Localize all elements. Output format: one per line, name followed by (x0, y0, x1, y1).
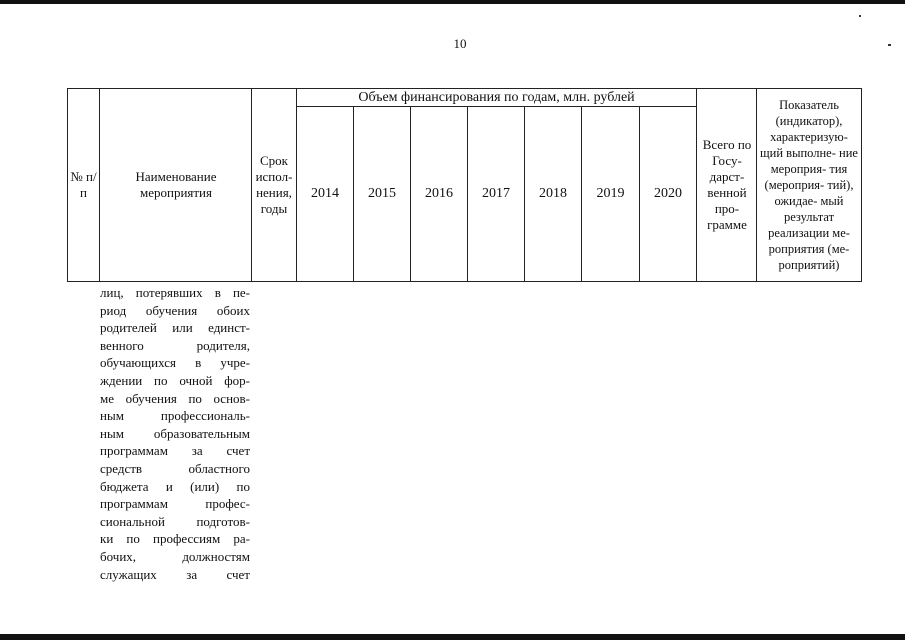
scan-speck (888, 44, 891, 46)
text-line: ным профессиональ- (100, 408, 250, 424)
col-divider (756, 88, 757, 282)
table-right-border (861, 88, 862, 282)
table-header (67, 88, 862, 282)
year-2014-header: 2014 (311, 186, 339, 201)
col-total-header: Всего по Госу- дарст- венной про- грамме (702, 137, 752, 232)
text-line: программам профес- (100, 496, 250, 512)
text-line: служащих за счет (100, 566, 250, 582)
col-name-header: Наименование мероприятия (135, 169, 217, 200)
text-line: риод обучения обоих (100, 302, 250, 318)
text-line: средств областного (100, 460, 250, 476)
year-2016-header: 2016 (425, 186, 453, 201)
text-line: ки по профессиям ра- (100, 531, 250, 547)
year-2017-header: 2017 (482, 186, 510, 201)
funding-header: Объем финансирования по годам, млн. рублей (358, 89, 635, 105)
bottom-border (0, 634, 905, 640)
top-border (0, 0, 905, 4)
scan-speck (859, 15, 861, 17)
col-divider (99, 88, 100, 282)
year-2015-header: 2015 (368, 186, 396, 201)
col-indicator-header: Показатель (индикатор), характеризую- щий выполне- ние мероприя- тия (мероприя- тий), ожидае- мый результат реализации ме- роприятия (ме- роприятий) (760, 98, 858, 272)
col-number-header: № п/п (70, 169, 97, 200)
text-line: бюджета и (или) по (100, 478, 250, 494)
page-number: 10 (453, 36, 467, 51)
text-line: лиц, потерявших в пе- (100, 285, 250, 300)
measure-description (100, 284, 250, 583)
text-line: венного родителя, (100, 337, 250, 353)
text-line: ным образовательным (100, 425, 250, 441)
year-2020-header: 2020 (654, 186, 682, 201)
text-line: ме обучения по основ- (100, 390, 250, 406)
year-2018-header: 2018 (539, 186, 567, 201)
year-2019-header: 2019 (596, 186, 625, 201)
text-line: ждении по очной фор- (100, 372, 250, 388)
text-line: сиональной подготов- (100, 513, 250, 529)
col-divider (696, 88, 697, 282)
text-line: обучающихся в учре- (100, 355, 250, 371)
text-line: бочих, должностям (100, 548, 250, 564)
col-term-header: Срок испол- нения, годы (255, 153, 293, 216)
text-line: программам за счет (100, 443, 250, 459)
text-line: родителей или единст- (100, 320, 250, 336)
table-bottom-border (67, 281, 862, 282)
col-divider (251, 88, 252, 282)
